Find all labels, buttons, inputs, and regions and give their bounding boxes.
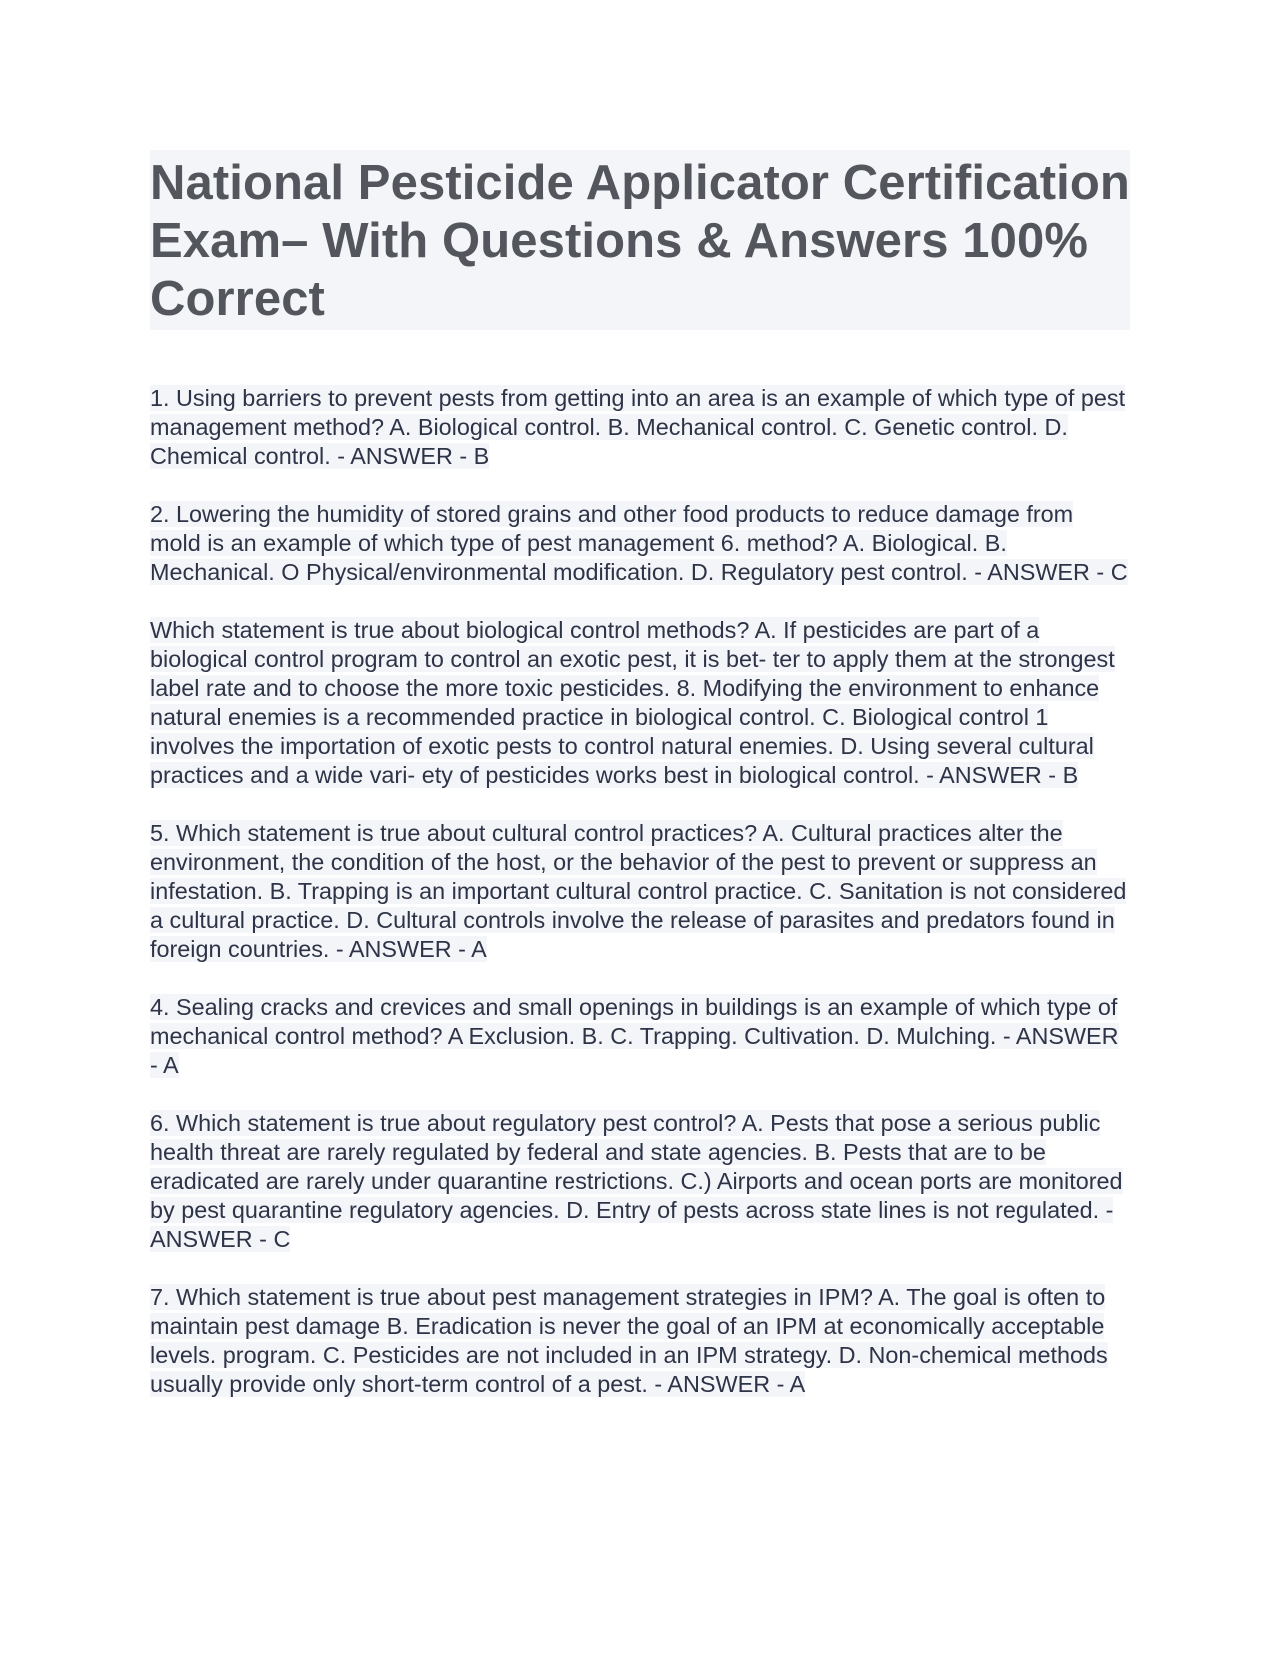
question-item-3: [150, 616, 1130, 790]
question-text-4: 5. Which statement is true about cultural control practices? A. Cultural practices alter the environment, the condition of the host, or the behavior of the pest to prevent or suppress an infestation. B. Trapping is an important cultural control practice. C. Sanitation is not considered a cultural practice. D. Cultural controls involve the release of parasites and predators found in foreign countries. - ANSWER - A: [150, 820, 1127, 962]
document-content: [150, 150, 1130, 1428]
question-item-5: [150, 993, 1130, 1080]
title-block: [150, 150, 1130, 330]
document-title: National Pesticide Applicator Certification Exam– With Questions & Answers 100% Correct: [150, 156, 1130, 326]
question-list: [150, 384, 1130, 1399]
question-item-4: [150, 819, 1130, 964]
question-text-7: 7. Which statement is true about pest management strategies in IPM? A. The goal is often to maintain pest damage B. Eradication is never the goal of an IPM at economically acceptable levels. program. C. Pesticides are not included in an IPM strategy. D. Non-chemical methods usually provide only short-term control of a pest. - ANSWER - A: [150, 1284, 1108, 1397]
question-text-5: 4. Sealing cracks and crevices and small openings in buildings is an example of which type of mechanical control method? A Exclusion. B. C. Trapping. Cultivation. D. Mulching. - ANSWER - A: [150, 994, 1119, 1078]
question-text-2: 2. Lowering the humidity of stored grains and other food products to reduce damage from mold is an example of which type of pest management 6. method? A. Biological. B. Mechanical. O Physical/environmental modification. D. Regulatory pest control. - ANSWER - C: [150, 501, 1128, 585]
question-item-1: [150, 384, 1130, 471]
question-item-7: [150, 1283, 1130, 1399]
question-text-1: 1. Using barriers to prevent pests from getting into an area is an example of which type of pest management method? A. Biological control. B. Mechanical control. C. Genetic control. D. Chemical control. - ANSWER - B: [150, 385, 1126, 469]
question-item-6: [150, 1109, 1130, 1254]
question-text-3: Which statement is true about biological control methods? A. If pesticides are part of a biological control program to control an exotic pest, it is bet- ter to apply them at the strongest label rate and to choose the more toxic pesticides. 8. Modifying the environment to enhance natural enemies is a recommended practice in biological control. C. Biological control 1 involves the importation of exotic pests to control natural enemies. D. Using several cultural practices and a wide vari- ety of pesticides works best in biological control. - ANSWER - B: [150, 617, 1115, 788]
question-item-2: [150, 500, 1130, 587]
question-text-6: 6. Which statement is true about regulatory pest control? A. Pests that pose a serious public health threat are rarely regulated by federal and state agencies. B. Pests that are to be eradicated are rarely under quarantine restrictions. C.) Airports and ocean ports are monitored by pest quarantine regulatory agencies. D. Entry of pests across state lines is not regulated. - ANSWER - C: [150, 1110, 1123, 1252]
